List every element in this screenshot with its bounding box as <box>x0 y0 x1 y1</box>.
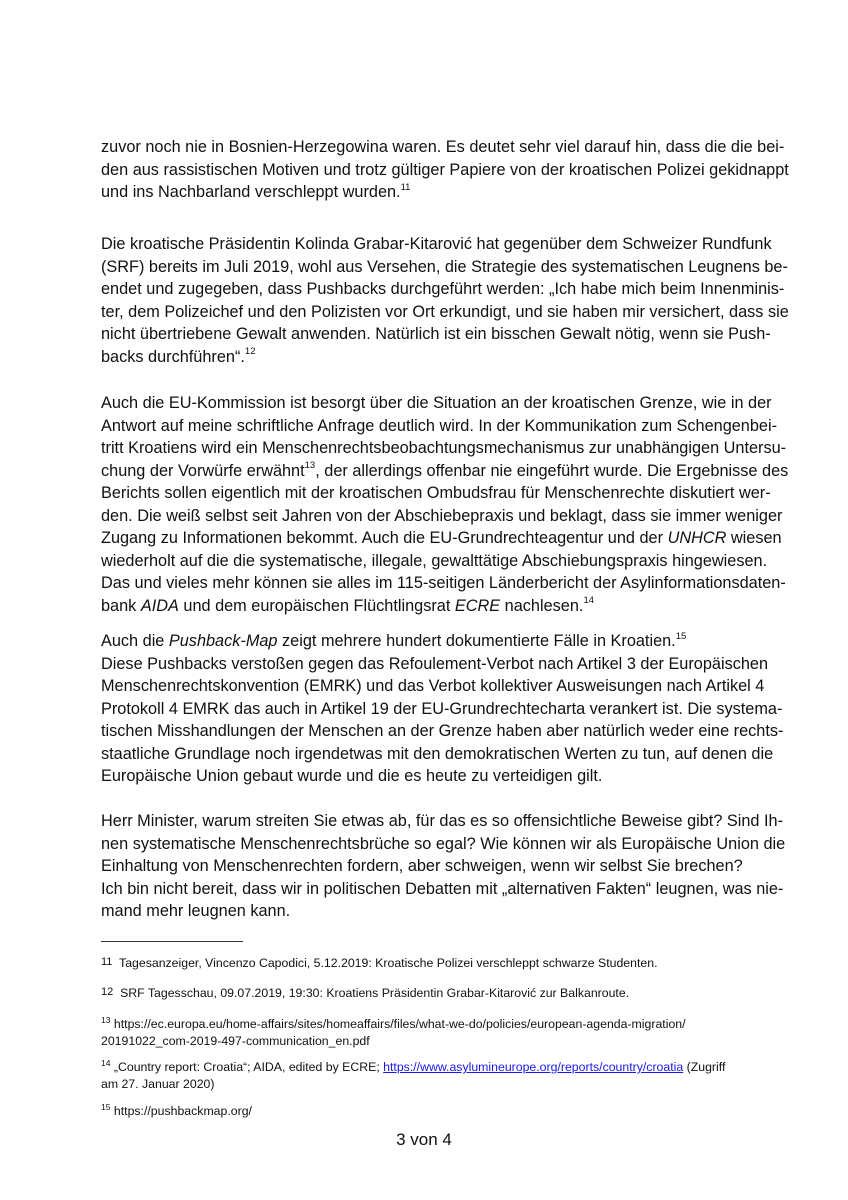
footnote-14 <box>101 1059 769 1093</box>
text-line: den aus rassistischen Motiven und trotz gültiger Papiere von der kroatischen Polizei gekidnappt <box>101 160 789 179</box>
text-line: Antwort auf meine schriftliche Anfrage deutlich wird. In der Kommunikation zum Schengenbei- <box>101 416 778 435</box>
text-line: zuvor noch nie in Bosnien-Herzegowina waren. Es deutet sehr viel darauf hin, dass die die bei- <box>101 138 785 156</box>
footnote-11 <box>101 955 769 972</box>
text-line: bank AIDA und dem europäischen Flüchtlingsrat ECRE nachlesen.$^{14}$ <box>101 595 595 615</box>
text-line: wiederholt auf die die systematische, illegale, gewalttätige Abschiebungspraxis hingewiesen. <box>101 551 768 570</box>
footnote-number: 13 <box>101 1014 111 1025</box>
asylumineurope-link[interactable]: https://www.asylumineurope.org/reports/country/croatia <box>383 1060 684 1074</box>
footnote-text: Tagesanzeiger, Vincenzo Capodici, 5.12.2019: Kroatische Polizei verschleppt schwarze Studenten. <box>119 956 658 970</box>
footnote-ref-13[interactable]: 13 <box>304 460 316 472</box>
text-line: Auch die Pushback-Map zeigt mehrere hundert dokumentierte Fälle in Kroatien.$^{15}$ <box>101 630 687 650</box>
text-line: Diese Pushbacks verstoßen gegen das Refoulement-Verbot nach Artikel 3 der Europäischen <box>101 654 769 673</box>
pushback-map-term: Pushback-Map <box>168 632 278 650</box>
text-line: tischen Misshandlungen der Menschen an der Grenze haben aber natürlich weder eine rechts- <box>101 722 784 740</box>
footnote-text: „Country report: Croatia“; AIDA, edited by ECRE; <box>113 1060 384 1074</box>
footnote-15 <box>101 1103 769 1120</box>
footnote-ref-15[interactable]: 15 <box>675 630 687 642</box>
footnote-13 <box>101 1016 769 1050</box>
page-number: 3 von 4 <box>396 1130 452 1149</box>
aida-term: AIDA <box>140 596 179 615</box>
text-line: Berichts sollen eigentlich mit der kroatischen Ombudsfrau für Menschenrechte diskutiert wer- <box>101 484 771 502</box>
ecre-term: ECRE <box>454 596 501 615</box>
paragraph-1 <box>101 136 789 204</box>
footnote-ref-14[interactable]: 14 <box>583 595 595 607</box>
footnote-text: SRF Tagesschau, 09.07.2019, 19:30: Kroatiens Präsidentin Grabar-Kitarović zur Balkanroute. <box>120 986 630 1000</box>
text-line: Menschenrechtskonvention (EMRK) und das Verbot kollektiver Ausweisungen nach Artikel 4 <box>101 677 765 695</box>
text-line: endet und zugegeben, dass Pushbacks durchgeführt werden: „Ich habe mich beim Innenminis- <box>101 280 785 298</box>
text-line: Protokoll 4 EMRK das auch in Artikel 19 der EU-Grundrechtecharta verankert ist. Die systema- <box>101 699 783 718</box>
text-line: tritt Kroatiens wird ein Menschenrechtsbeobachtungsmechanismus zur unabhängigen Untersu- <box>101 439 787 457</box>
footnote-ref-11[interactable]: 11 <box>400 181 411 193</box>
paragraph-3 <box>101 392 789 617</box>
text-line: Herr Minister, warum streiten Sie etwas ab, für das es so offensichtliche Beweise gibt? Sind Ih- <box>101 812 784 830</box>
footnote-number: 15 <box>101 1101 111 1112</box>
text-line: ter, dem Polizeichef und den Polizisten vor Ort erkundigt, und sie haben mir versichert, dass sie <box>101 302 789 321</box>
footnote-text: am 27. Januar 2020) <box>101 1077 215 1091</box>
paragraph-5 <box>101 810 786 923</box>
text-line: staatliche Grundlage noch irgendetwas mit den demokratischen Werten zu tun, auf denen die <box>101 744 774 763</box>
text-line: Einhaltung von Menschenrechten fordern, aber schweigen, wenn wir selbst Sie brechen? <box>101 857 743 875</box>
footnote-text: 20191022_com-2019-497-communication_en.pdf <box>101 1034 370 1048</box>
text-line: chung der Vorwürfe erwähnt$^{13}$, der allerdings offenbar nie eingeführt wurde. Die Ergebnisse des <box>101 460 789 480</box>
footnote-text: (Zugriff <box>683 1060 726 1074</box>
paragraph-4 <box>101 630 784 788</box>
text-line: Zugang zu Informationen bekommt. Auch die EU-Grundrechteagentur und der UNHCR wiesen <box>101 529 782 547</box>
text-line: nen systematische Menschenrechtsbrüche so egal? Wie können wir als Europäische Union die <box>101 834 786 853</box>
text-line: (SRF) bereits im Juli 2019, wohl aus Versehen, die Strategie des systematischen Leugnens be- <box>101 257 788 276</box>
text-line: und ins Nachbarland verschleppt wurden.$^{11}$ <box>101 181 411 201</box>
footnote-number: 14 <box>101 1057 111 1068</box>
text-line: Das und vieles mehr können sie alles im 115-seitigen Länderbericht der Asylinformationsdaten- <box>101 574 786 592</box>
text-line: Die kroatische Präsidentin Kolinda Grabar-Kitarović hat gegenüber dem Schweizer Rundfunk <box>101 235 772 253</box>
footnote-ref-12[interactable]: 12 <box>244 346 256 358</box>
footnote-number: 12 <box>101 986 114 998</box>
footnote-text: https://ec.europa.eu/home-affairs/sites/homeaffairs/files/what-we-do/policies/european-agenda-migration/ <box>113 1017 686 1031</box>
text-line: nicht übertriebene Gewalt anwenden. Natürlich ist ein bisschen Gewalt nötig, wenn sie Push- <box>101 325 771 343</box>
unhcr-term: UNHCR <box>667 529 727 547</box>
text-line: Auch die EU-Kommission ist besorgt über die Situation an der kroatischen Grenze, wie in der <box>101 394 772 412</box>
footnote-number: 11 <box>101 956 113 968</box>
text-line: Europäische Union gebaut wurde und die es heute zu verteidigen gilt. <box>101 767 603 785</box>
paragraph-2 <box>101 233 789 368</box>
text-line: den. Die weiß selbst seit Jahren von der Abschiebepraxis und beklagt, dass sie immer weniger <box>101 506 783 525</box>
text-line: Ich bin nicht bereit, dass wir in politischen Debatten mit „alternativen Fakten“ leugnen, was nie- <box>101 879 784 898</box>
text-line: mand mehr leugnen kann. <box>101 902 291 920</box>
footnote-text: https://pushbackmap.org/ <box>113 1104 252 1118</box>
footnote-separator <box>101 941 243 942</box>
footnote-12 <box>101 985 769 1002</box>
text-line: backs durchführen“.$^{12}$ <box>101 346 256 366</box>
